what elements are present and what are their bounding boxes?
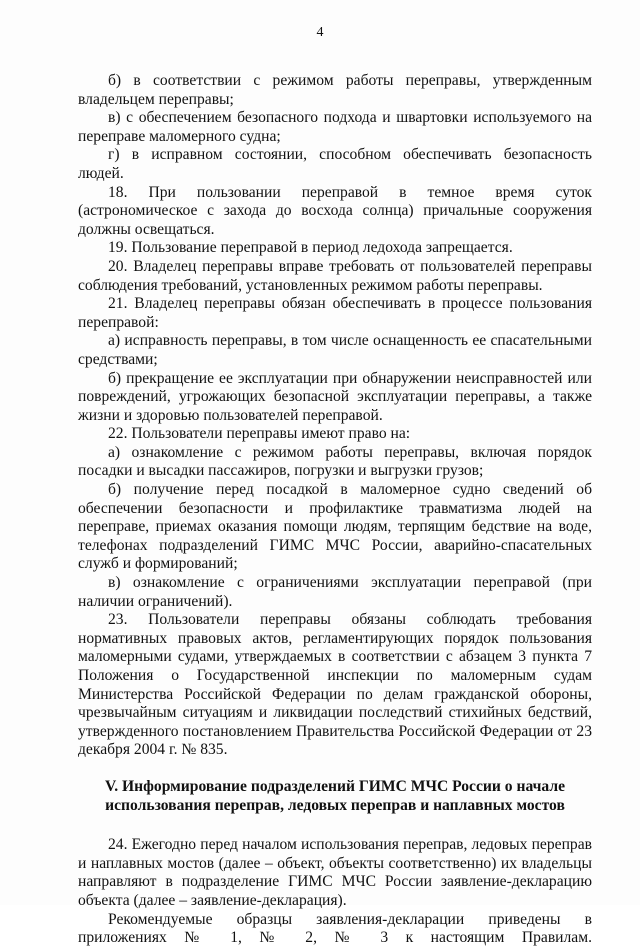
paragraph-22-b: б) получение перед посадкой в маломерное судно сведений об обеспечении безопасности и профилактике травматизма людей на переправе, приемах оказания помощи людям, терпящим бедствие на воде, телефонах подразделений ГИМС МЧС России, аварийно-спасательных служб и формирований; <box>78 481 592 573</box>
paragraph-20: 20. Владелец переправы вправе требовать от пользователей переправы соблюдения требований, установленных режимом работы переправы. <box>78 257 592 294</box>
paragraph-19: 19. Пользование переправой в период ледохода запрещается. <box>108 239 513 257</box>
paragraph-item-b: б) в соответствии с режимом работы переправы, утвержденным владельцем переправы; <box>78 72 592 108</box>
paragraph-22-a: а) ознакомление с режимом работы переправы, включая порядок посадки и высадки пассажиров, погрузки и выгрузки грузов; <box>78 443 592 480</box>
paragraph-recommended-samples: Рекомендуемые образцы заявления-декларации приведены в приложениях № 1, № 2, № 3 к настоящим Правилам. <box>78 910 592 947</box>
paragraph-23: 23. Пользователи переправы обязаны соблюдать требования нормативных правовых актов, регламентирующих порядок пользования маломерными судами, утверждаемых в соответствии с абзацем 3 пункта 7 Положения о Государственной инспекции по маломерным судам Министерства Российской Федерации по делам гражданской обороны, чрезвычайным ситуациям и ликвидации последствий стихийных бедствий, утвержденного постановлением Правительства Российской Федерации от 23 декабря 2004 г. № 835. <box>78 611 592 759</box>
paragraph-24: 24. Ежегодно перед началом использования переправ, ледовых переправ и наплавных мостов (далее – объект, объекты соответственно) их владельцы направляют в подразделение ГИМС МЧС России заявление-декларацию объекта (далее – заявление-декларация). <box>78 836 592 909</box>
paragraph-18: 18. При пользовании переправой в темное время суток (астрономическое с захода до восхода солнца) причальные сооружения должны освещаться. <box>78 183 592 238</box>
document-body <box>78 72 592 948</box>
section-heading: V. Информирование подразделений ГИМС МЧС России о начале использования переправ, ледовых переправ и наплавных мостов <box>104 777 566 814</box>
paragraph-21-b: б) прекращение ее эксплуатации при обнаружении неисправностей или повреждений, угрожающих безопасной эксплуатации переправы, а также жизни и здоровью пользователей переправой. <box>78 369 592 424</box>
page-number: 4 <box>316 25 324 40</box>
paragraph-22-v: в) ознакомление с ограничениями эксплуатации переправой (при наличии ограничений). <box>78 574 592 610</box>
paragraph-21-a: а) исправность переправы, в том числе оснащенность ее спасательными средствами; <box>78 332 592 368</box>
paragraph-22: 22. Пользователи переправы имеют право на: <box>108 425 411 443</box>
paragraph-21: 21. Владелец переправы обязан обеспечивать в процессе пользования переправой: <box>78 295 592 331</box>
paragraph-item-g: г) в исправном состоянии, способном обеспечивать безопасность людей. <box>78 146 592 182</box>
paragraph-item-v: в) с обеспечением безопасного подхода и швартовки используемого на переправе маломерного судна; <box>78 109 592 145</box>
